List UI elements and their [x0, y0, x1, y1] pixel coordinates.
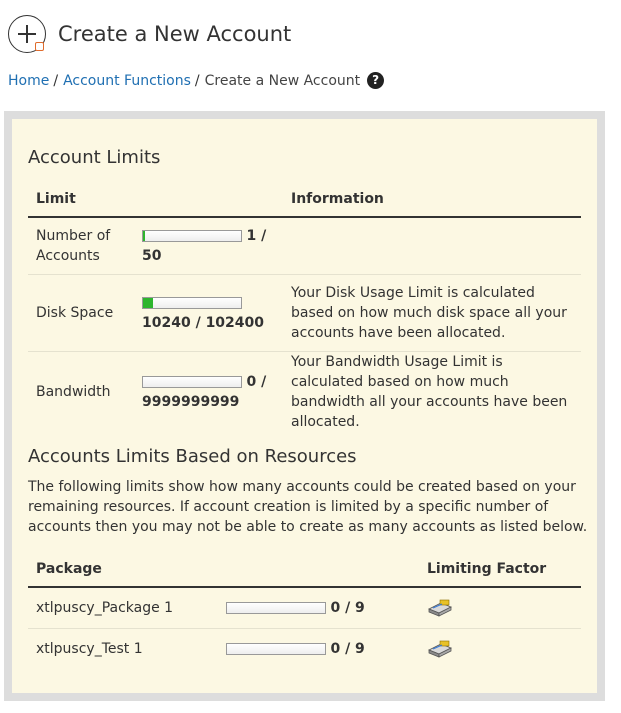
disk-drive-icon	[427, 640, 453, 658]
limit-usage	[134, 351, 283, 432]
table-row	[28, 274, 581, 351]
breadcrumb	[8, 72, 384, 89]
account-limits-table	[28, 181, 581, 432]
disk-drive-icon	[427, 599, 453, 617]
breadcrumb-home-link[interactable]: Home	[8, 72, 50, 89]
resources-description: The following limits show how many accounts could be created based on your remaining resources. If account creation is limited by a specific number of accounts then you may not be able to create as many accounts as listed below.	[28, 479, 588, 535]
limit-info	[283, 217, 581, 274]
page-header	[8, 14, 291, 54]
breadcrumb-separator: /	[53, 72, 59, 89]
limits-panel-border	[4, 111, 605, 701]
usage-bar	[226, 643, 326, 655]
packages-table	[28, 551, 581, 669]
usage-value: 10240 / 102400	[142, 314, 265, 331]
breadcrumb-account-functions-link[interactable]: Account Functions	[63, 72, 191, 89]
page-title: Create a New Account	[58, 22, 292, 46]
table-row	[28, 217, 581, 274]
table-row	[28, 629, 581, 670]
usage-bar	[142, 297, 242, 309]
limit-info: Your Disk Usage Limit is calculated based on how much disk space all your accounts have been allocated.	[283, 274, 581, 351]
breadcrumb-current: Create a New Account	[204, 72, 361, 89]
usage-value: 0 / 9999999999	[142, 373, 267, 410]
usage-value: 0 / 9	[330, 641, 365, 657]
table-header-row	[28, 181, 581, 217]
column-header-package: Package	[28, 551, 419, 587]
limit-name: Number of Accounts	[36, 227, 111, 264]
usage-bar	[142, 376, 242, 388]
resources-title: Accounts Limits Based on Resources	[28, 446, 357, 467]
usage-bar-fill	[143, 231, 145, 241]
limit-name: Bandwidth	[28, 351, 134, 432]
breadcrumb-separator: /	[194, 72, 200, 89]
limiting-factor	[419, 587, 581, 629]
limits-panel	[12, 119, 597, 693]
user-badge-icon	[35, 42, 44, 51]
limit-info: Your Bandwidth Usage Limit is calculated based on how much bandwidth all your accounts have been allocated.	[283, 351, 581, 432]
limit-usage	[134, 217, 283, 274]
package-name: xtlpuscy_Test 1	[28, 629, 218, 670]
table-row	[28, 351, 581, 432]
limit-name: Disk Space	[28, 274, 134, 351]
usage-bar	[142, 230, 242, 242]
package-name: xtlpuscy_Package 1	[36, 600, 174, 616]
limiting-factor	[419, 629, 581, 670]
account-limits-title: Account Limits	[28, 147, 161, 168]
package-usage	[218, 629, 419, 670]
column-header-limiting-factor: Limiting Factor	[419, 551, 581, 587]
column-header-information: Information	[283, 181, 581, 217]
plus-vertical	[26, 25, 28, 43]
package-usage	[218, 587, 419, 629]
table-row	[28, 587, 581, 629]
usage-bar	[226, 602, 326, 614]
help-icon[interactable]: ?	[367, 72, 384, 89]
usage-value: 0 / 9	[330, 600, 365, 616]
column-header-limit: Limit	[28, 181, 283, 217]
usage-bar-fill	[143, 298, 153, 308]
add-account-icon	[8, 15, 46, 53]
usage-value: 1 / 50	[142, 227, 267, 264]
limit-usage	[134, 274, 283, 351]
table-header-row	[28, 551, 581, 587]
